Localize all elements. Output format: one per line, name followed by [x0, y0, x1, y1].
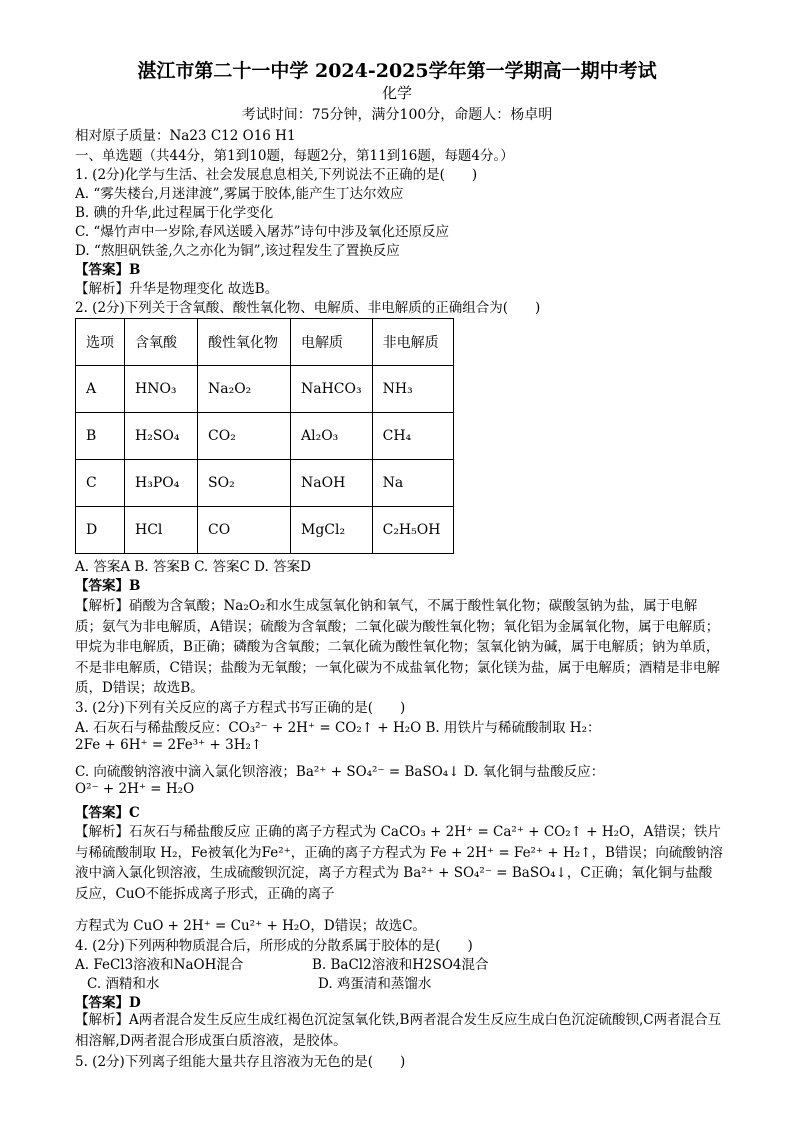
table-cell: C₂H₅OH: [372, 507, 453, 554]
table-row: [76, 460, 454, 507]
table-header-cell: 酸性氧化物: [198, 319, 291, 366]
q3-answer: 【答案】C: [75, 805, 140, 821]
q3-option-d-equation: O²⁻ + 2H⁺ = H₂O: [75, 781, 195, 797]
table-cell: D: [76, 507, 125, 554]
q2-options-table: [75, 318, 454, 554]
q4-stem: 4. (2分)下列两种物质混合后，所形成的分散系属于胶体的是( ): [75, 938, 473, 954]
q1-option-b: B. 碘的升华,此过程属于化学变化: [75, 205, 274, 221]
section-title: 一、单选题（共44分，第1到10题，每题2分，第11到16题，每题4分。）: [75, 148, 514, 164]
table-header-row: [76, 319, 454, 366]
q5-stem: 5. (2分)下列离子组能大量共存且溶液为无色的是( ): [75, 1054, 406, 1070]
q4-option-c: C. 酒精和水: [87, 976, 160, 992]
table-header-cell: 含氧酸: [125, 319, 198, 366]
table-cell: HCl: [125, 507, 198, 554]
table-cell: CH₄: [372, 413, 453, 460]
table-cell: NaHCO₃: [291, 366, 373, 413]
exam-info: 考试时间：75分钟，满分100分，命题人：杨卓明: [241, 107, 553, 123]
q3-options-cd: C. 向硫酸钠溶液中滴入氯化钡溶液；Ba²⁺ + SO₄²⁻ = BaSO₄↓ D. 氧化铜与盐酸反应：: [75, 764, 605, 780]
table-header-cell: 选项: [76, 319, 125, 366]
q4-option-b: B. BaCl2溶液和H2SO4混合: [312, 957, 489, 973]
table-cell: CO: [198, 507, 291, 554]
q1-option-a: A. “雾失楼台,月迷津渡”,雾属于胶体,能产生丁达尔效应: [75, 186, 404, 202]
q2-analysis: 【解析】硝酸为含氧酸；Na₂O₂和水生成氢氧化钠和氧气，不属于酸性氧化物；碳酸氢钠为盐，属于电解质；氨气为非电解质，A错误；硫酸为含氧酸；二氧化碳为酸性氧化物；氧化铝为金属氧化物，属于电解质；甲烷为非电解质，B正确；磷酸为含氧酸；二氧化硫为酸性氧化物；氢氧化钠为碱，属于电解质；钠为单质，不是非电解质，C错误；盐酸为无氧酸；一氧化碳为不成盐氧化物；氯化镁为盐，属于电解质；酒精是非电解质，D错误；故选B。: [75, 598, 720, 696]
q1-answer: 【答案】B: [75, 262, 141, 278]
table-cell: SO₂: [198, 460, 291, 507]
q4-analysis: 【解析】A两者混合发生反应生成红褐色沉淀氢氧化铁,B两者混合发生反应生成白色沉淀硫酸钡,C两者混合互相溶解,D两者混合形成蛋白质溶液，是胶体。: [75, 1012, 722, 1049]
table-header-cell: 非电解质: [372, 319, 453, 366]
q1-analysis: 【解析】升华是物理变化 故选B。: [75, 281, 279, 297]
q1-option-d: D. “熬胆矾铁釜,久之亦化为铜”,该过程发生了置换反应: [75, 243, 400, 259]
q1-option-c: C. “爆竹声中一岁除,春风送暖入屠苏”诗句中涉及氧化还原反应: [75, 224, 450, 240]
table-cell: A: [76, 366, 125, 413]
atomic-masses: 相对原子质量：Na23 C12 O16 H1: [75, 128, 296, 144]
table-cell: H₂SO₄: [125, 413, 198, 460]
q3-analysis-end: 方程式为 CuO + 2H⁺ = Cu²⁺ + H₂O，D错误；故选C。: [75, 918, 427, 934]
table-cell: H₃PO₄: [125, 460, 198, 507]
table-cell: Na: [372, 460, 453, 507]
table-cell: NH₃: [372, 366, 453, 413]
exam-title: 湛江市第二十一中学 2024-2025学年第一学期高一期中考试: [137, 60, 657, 82]
q3-options-ab: A. 石灰石与稀盐酸反应：CO₃²⁻ + 2H⁺ = CO₂↑ + H₂O B. 用铁片与稀硫酸制取 H₂：: [75, 720, 601, 736]
q2-stem: 2. (2分)下列关于含氧酸、酸性氧化物、电解质、非电解质的正确组合为( ): [75, 300, 541, 316]
table-cell: NaOH: [291, 460, 373, 507]
table-cell: Na₂O₂: [198, 366, 291, 413]
table-cell: B: [76, 413, 125, 460]
q4-option-a: A. FeCl3溶液和NaOH混合: [75, 957, 244, 973]
q3-analysis: 【解析】石灰石与稀盐酸反应 正确的离子方程式为 CaCO₃ + 2H⁺ = Ca²⁺ + CO₂↑ + H₂O，A错误；铁片与稀硫酸制取 H₂，Fe被氧化为Fe²⁺，正确的离子方程式为 Fe + 2H⁺ = Fe²⁺ + H₂↑，B错误；向硫酸钠溶液中滴入氯化钡溶液，生成硫酸钡沉淀，离子方程式为 Ba²⁺ + SO₄²⁻ = BaSO₄↓，C正确；氧化铜与盐酸反应，CuO不能拆成离子形式，正确的离子: [75, 824, 723, 902]
table-cell: HNO₃: [125, 366, 198, 413]
table-row: [76, 366, 454, 413]
q1-stem: 1. (2分)化学与生活、社会发展息息相关,下列说法不正确的是( ): [75, 167, 478, 183]
table-row: [76, 413, 454, 460]
table-header-cell: 电解质: [291, 319, 373, 366]
table-cell: Al₂O₃: [291, 413, 373, 460]
table-cell: C: [76, 460, 125, 507]
q2-answer: 【答案】B: [75, 578, 141, 594]
q2-options: A. 答案A B. 答案B C. 答案C D. 答案D: [75, 559, 311, 575]
table-cell: MgCl₂: [291, 507, 373, 554]
table-cell: CO₂: [198, 413, 291, 460]
table-row: [76, 507, 454, 554]
q4-option-d: D. 鸡蛋清和蒸馏水: [318, 976, 432, 992]
q4-answer: 【答案】D: [75, 995, 141, 1011]
q3-stem: 3. (2分)下列有关反应的离子方程式书写正确的是( ): [75, 700, 406, 716]
q3-option-b-equation: 2Fe + 6H⁺ = 2Fe³⁺ + 3H₂↑: [75, 737, 263, 753]
exam-subject: 化学: [381, 84, 412, 102]
